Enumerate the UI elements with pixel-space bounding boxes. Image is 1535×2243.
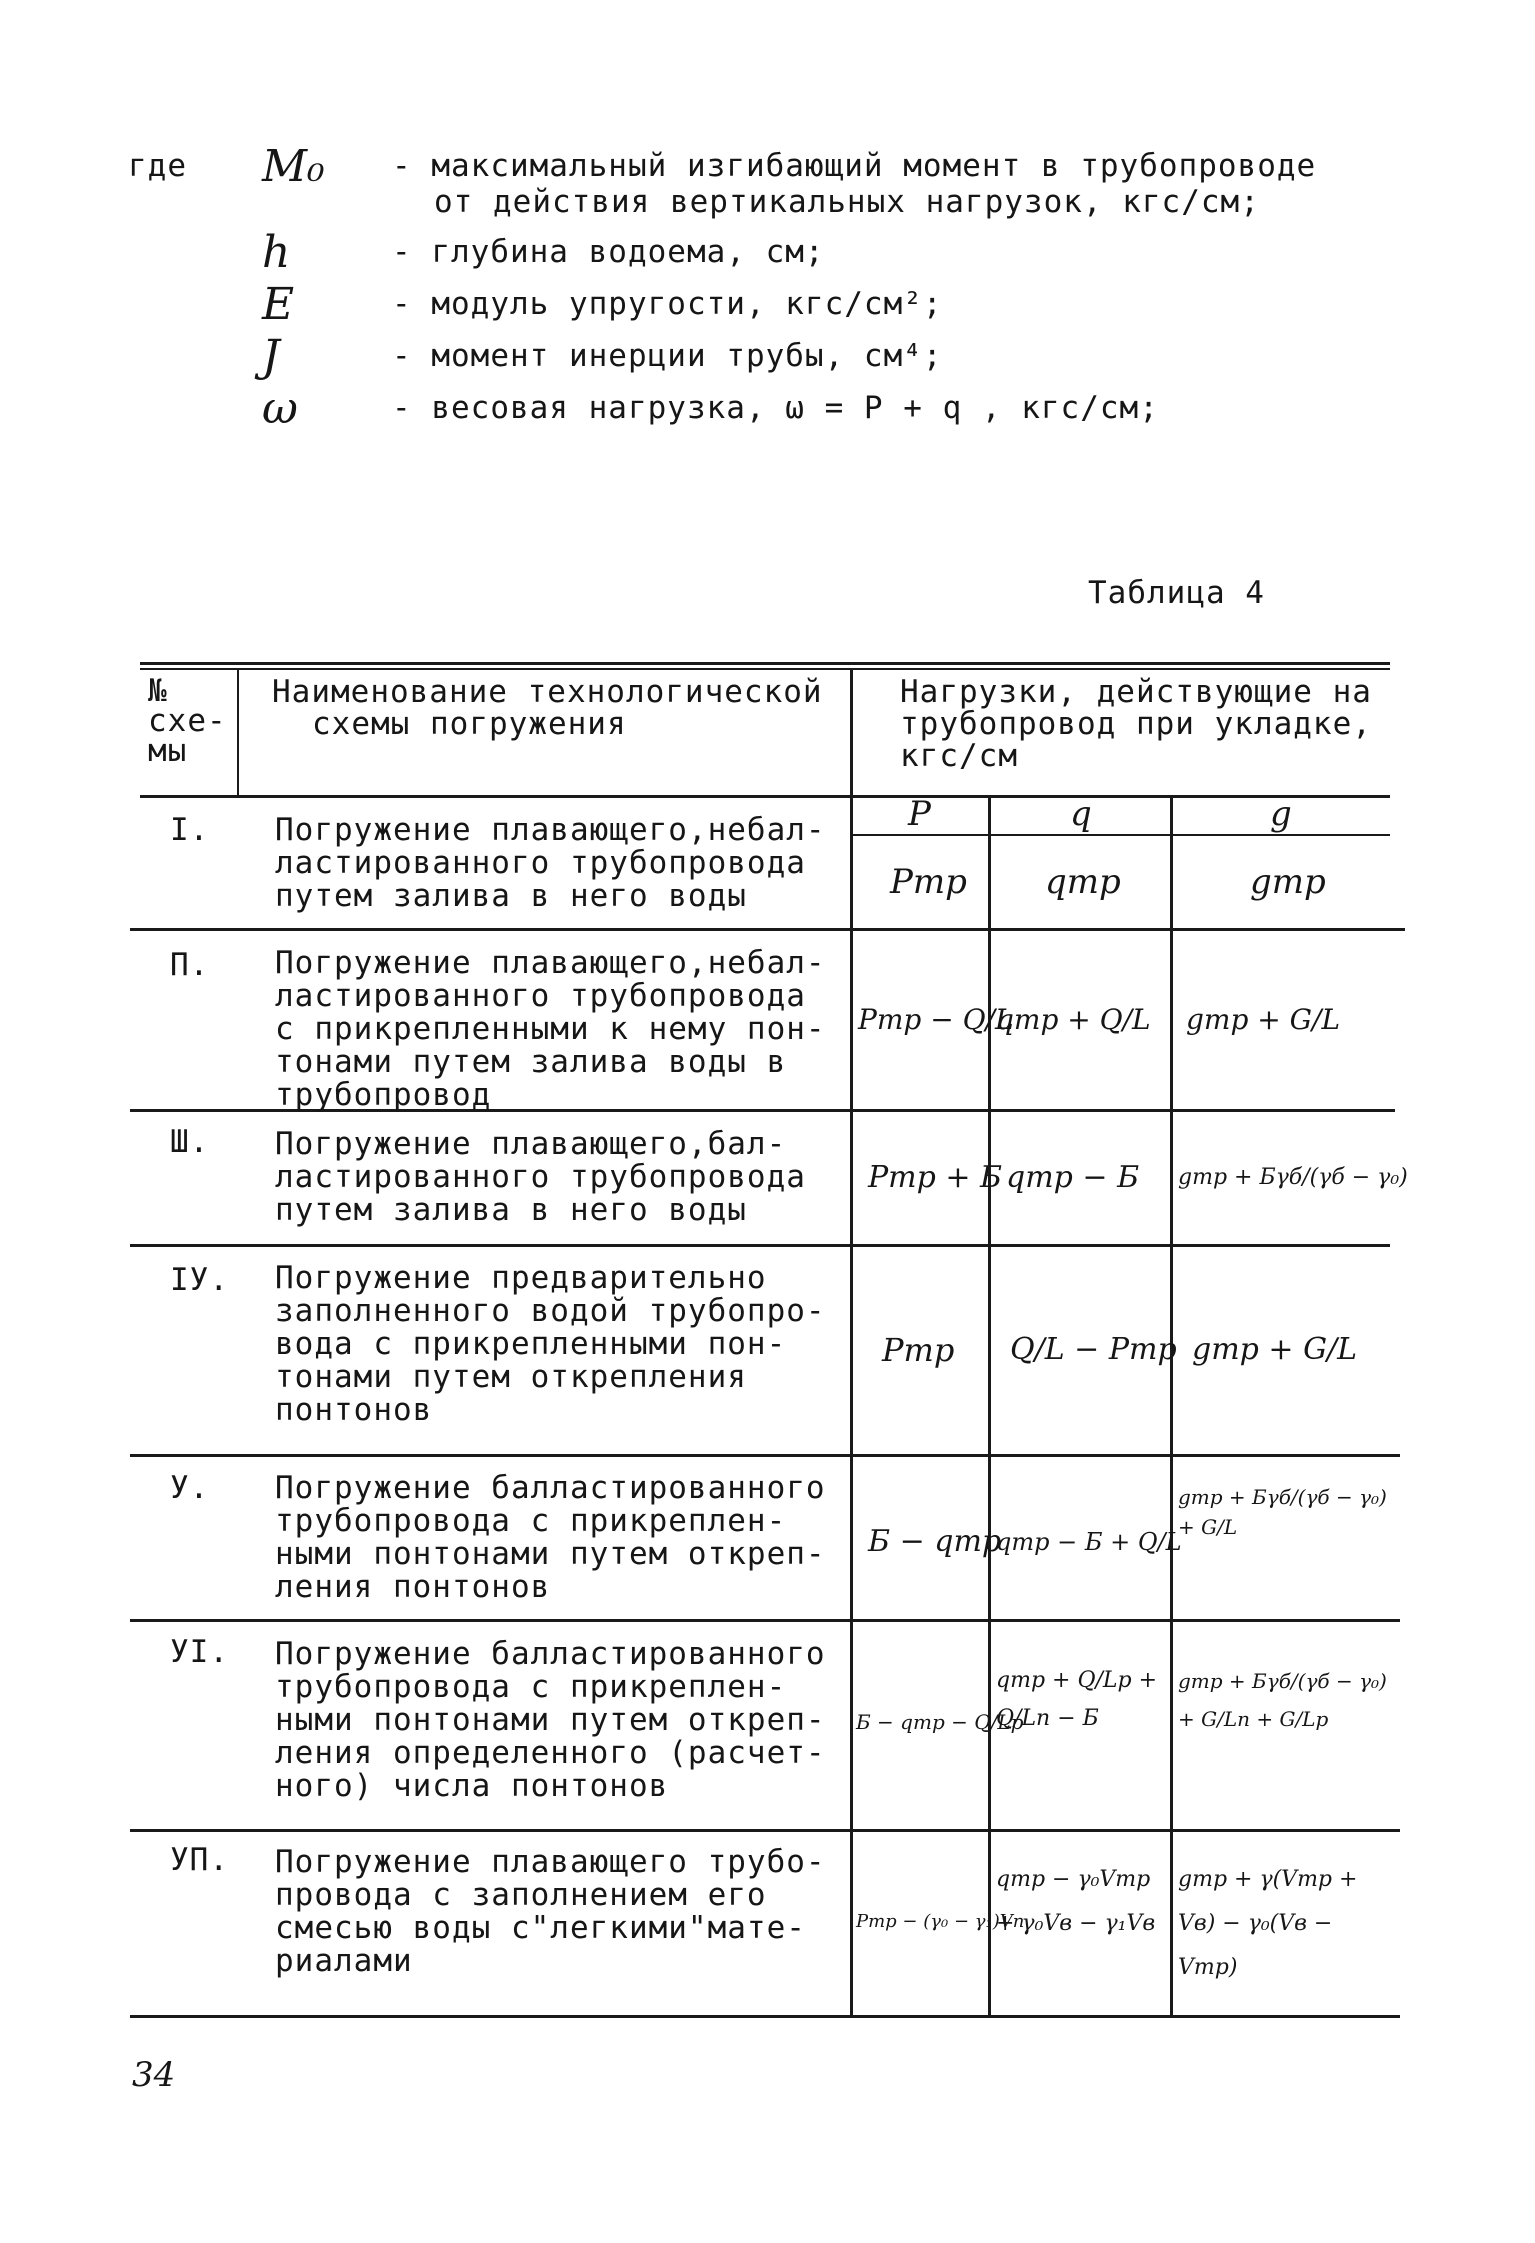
load-q: qтр − Б: [1006, 1160, 1140, 1195]
load-g: gтр + Бγб/(γб − γ₀): [1178, 1165, 1408, 1190]
load-g: gтр: [1250, 862, 1326, 902]
subheader-p: P: [908, 794, 931, 834]
row-description: Погружение балластированного трубопровода с прикреплен- ными понтонами путем откреп- ления определенного (расчет- ного) числа понтонов: [275, 1636, 826, 1804]
definitions-block: [0, 0, 1535, 460]
load-q: qтр: [1045, 862, 1121, 902]
load-q: qтр + Q/L: [996, 1003, 1151, 1036]
table-caption: Таблица 4: [1088, 575, 1265, 611]
subheader-q: q: [1070, 794, 1092, 834]
header-number: № схе- мы: [148, 673, 227, 769]
load-p: Pтр − Q/L: [858, 1003, 1014, 1036]
row-number: УП.: [170, 1842, 229, 1878]
load-p: Pтр + Б: [868, 1160, 1003, 1195]
row-description: Погружение предварительно заполненного водой трубопро- вода с прикрепленными пон- тонами путем открепления понтонов: [275, 1260, 826, 1428]
table-bottom-rule: [130, 2015, 1400, 2018]
definition-text: - максимальный изгибающий момент в трубопроводе от действия вертикальных нагрузок, кгс/см;: [392, 148, 1317, 220]
load-p: Pтр: [882, 1331, 955, 1369]
col-rule: [1170, 798, 1173, 2016]
row-number: УI.: [170, 1634, 229, 1670]
col-rule: [237, 670, 239, 795]
row-number: П.: [170, 947, 210, 983]
loads-table: [130, 662, 1408, 2022]
load-q: qтр + Q/Lр + Q/Lп − Б: [996, 1668, 1158, 1731]
row-number: Ш.: [170, 1124, 210, 1160]
definition-text: - глубина водоема, см;: [392, 234, 825, 270]
load-g: gтр + γ(Vтр + Vв) − γ₀(Vв − Vтр): [1178, 1867, 1358, 1980]
row-number: У.: [170, 1470, 210, 1506]
row-number: I.: [170, 812, 210, 848]
load-g: gтр + Бγб/(γб − γ₀) + G/Lп + G/Lр: [1178, 1669, 1387, 1731]
row-rule: [130, 928, 1405, 931]
where-label: где: [128, 148, 187, 184]
subheader-rule: [850, 834, 1390, 836]
row-description: Погружение балластированного трубопровода с прикреплен- ными понтонами путем откреп- ления понтонов: [275, 1470, 826, 1605]
col-rule: [850, 670, 853, 2016]
col-rule: [988, 798, 991, 2016]
row-description: Погружение плавающего,небал- ластированного трубопровода с прикрепленными к нему пон- тонами путем залива воды в трубопровод: [275, 945, 826, 1113]
row-rule: [130, 1619, 1400, 1622]
header-name: Наименование технологической схемы погружения: [272, 674, 823, 742]
row-description: Погружение плавающего,бал- ластированного трубопровода путем залива в него воды: [275, 1126, 806, 1228]
page-number: 34: [132, 2055, 176, 2095]
symbol-h: h: [262, 227, 291, 278]
symbol-j: J: [262, 331, 280, 382]
symbol-m0: M₀: [262, 141, 325, 192]
load-q: qтр − Б + Q/L: [996, 1528, 1182, 1556]
row-rule: [130, 1454, 1400, 1457]
row-rule: [130, 1829, 1400, 1832]
table-top-rule: [140, 668, 1390, 670]
row-description: Погружение плавающего,небал- ластированного трубопровода путем залива в него воды: [275, 812, 826, 914]
load-g: gтр + G/L: [1192, 1332, 1358, 1367]
definition-text: - весовая нагрузка, ω = P + q , кгс/см;: [392, 390, 1159, 426]
row-rule: [130, 1244, 1390, 1247]
table-top-rule: [140, 662, 1390, 665]
header-bottom-rule: [140, 795, 1390, 798]
load-p: Б − qтр: [868, 1524, 1002, 1559]
symbol-e: E: [262, 279, 295, 330]
header-loads: Нагрузки, действующие на трубопровод при укладке, кгс/см: [900, 674, 1372, 774]
load-p: Pтр − (γ₀ − γ₁)Vп: [856, 1911, 1025, 1932]
load-p: Б − qтр − Q/Lр: [856, 1710, 1024, 1734]
load-p: Pтр: [890, 862, 967, 902]
symbol-omega: ω: [262, 383, 298, 434]
load-q: qтр − γ₀Vтр + γ₀Vв − γ₁Vв: [996, 1867, 1156, 1936]
load-g: gтр + Бγб/(γб − γ₀) + G/L: [1178, 1485, 1387, 1539]
subheader-g: g: [1270, 794, 1292, 834]
load-q: Q/L − Pтр: [1010, 1332, 1177, 1367]
load-g: gтр + G/L: [1186, 1003, 1341, 1036]
row-description: Погружение плавающего трубо- провода с заполнением его смесью воды с"легкими"мате- риалами: [275, 1844, 826, 1979]
definition-text: - момент инерции трубы, см⁴;: [392, 338, 943, 374]
definition-text: - модуль упругости, кгс/см²;: [392, 286, 943, 322]
row-number: IУ.: [170, 1262, 229, 1298]
